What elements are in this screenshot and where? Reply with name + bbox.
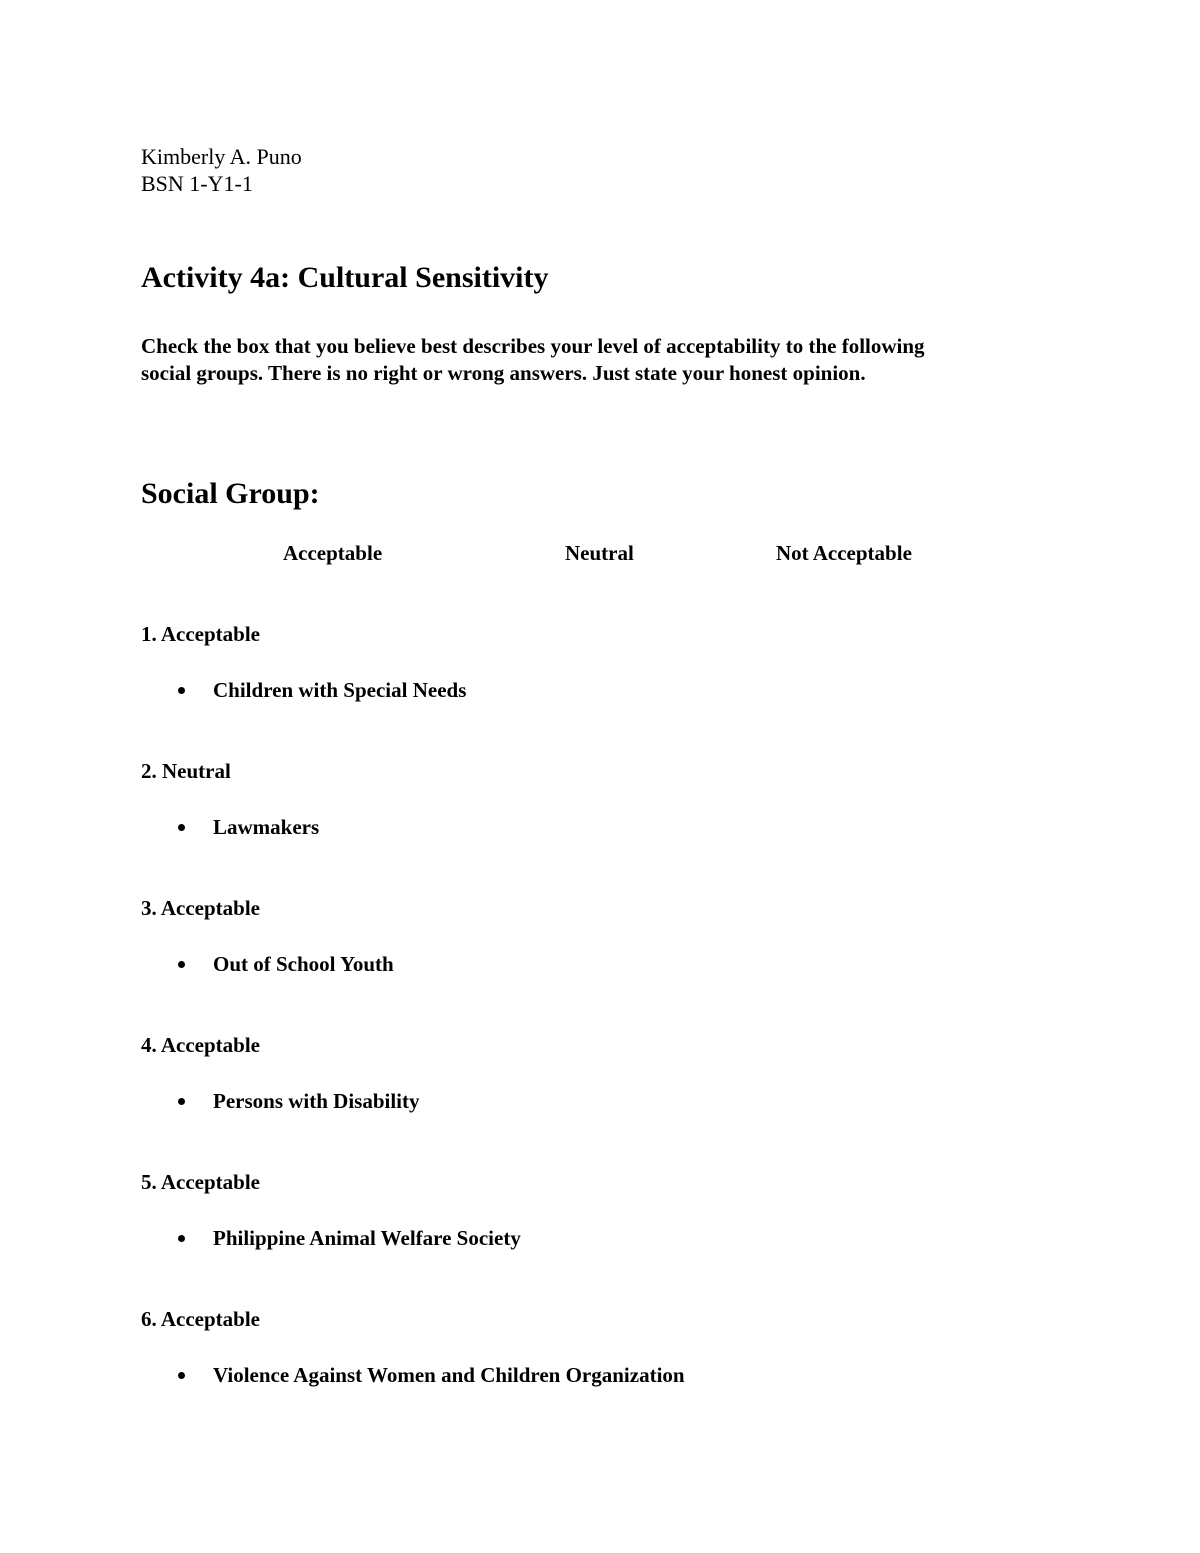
class-section: BSN 1-Y1-1 — [141, 171, 253, 196]
social-group-heading: Social Group: — [141, 477, 320, 510]
item-answer: 1. Acceptable — [141, 622, 260, 646]
item-answer: 5. Acceptable — [141, 1170, 260, 1194]
list-item — [177, 814, 319, 840]
column-header-not-acceptable: Not Acceptable — [776, 541, 912, 565]
column-header-acceptable: Acceptable — [283, 541, 383, 565]
social-group-name: Philippine Animal Welfare Society — [213, 1226, 521, 1250]
bullet-icon — [178, 824, 185, 831]
list-item — [177, 1088, 420, 1114]
list-item — [177, 1225, 521, 1251]
activity-title: Activity 4a: Cultural Sensitivity — [141, 261, 549, 294]
item-answer: 6. Acceptable — [141, 1307, 260, 1331]
item-answer: 3. Acceptable — [141, 896, 260, 920]
bullet-icon — [178, 687, 185, 694]
author-name: Kimberly A. Puno — [141, 144, 302, 169]
bullet-icon — [178, 961, 185, 968]
social-group-name: Lawmakers — [213, 815, 320, 839]
social-group-name: Violence Against Women and Children Organization — [213, 1363, 685, 1387]
social-group-name: Persons with Disability — [213, 1089, 420, 1113]
item-answer: 2. Neutral — [141, 759, 231, 783]
bullet-icon — [178, 1372, 185, 1379]
column-header-neutral: Neutral — [565, 541, 634, 565]
instructions — [141, 333, 1041, 387]
social-group-name: Children with Special Needs — [213, 678, 467, 702]
bullet-icon — [178, 1098, 185, 1105]
list-item — [177, 677, 466, 703]
bullet-icon — [178, 1235, 185, 1242]
item-answer: 4. Acceptable — [141, 1033, 260, 1057]
list-item — [177, 1362, 685, 1388]
instructions-line-1: Check the box that you believe best describes your level of acceptability to the following — [141, 334, 925, 358]
social-group-name: Out of School Youth — [213, 952, 394, 976]
instructions-line-2: social groups. There is no right or wrong answers. Just state your honest opinion. — [141, 361, 866, 385]
list-item — [177, 951, 394, 977]
